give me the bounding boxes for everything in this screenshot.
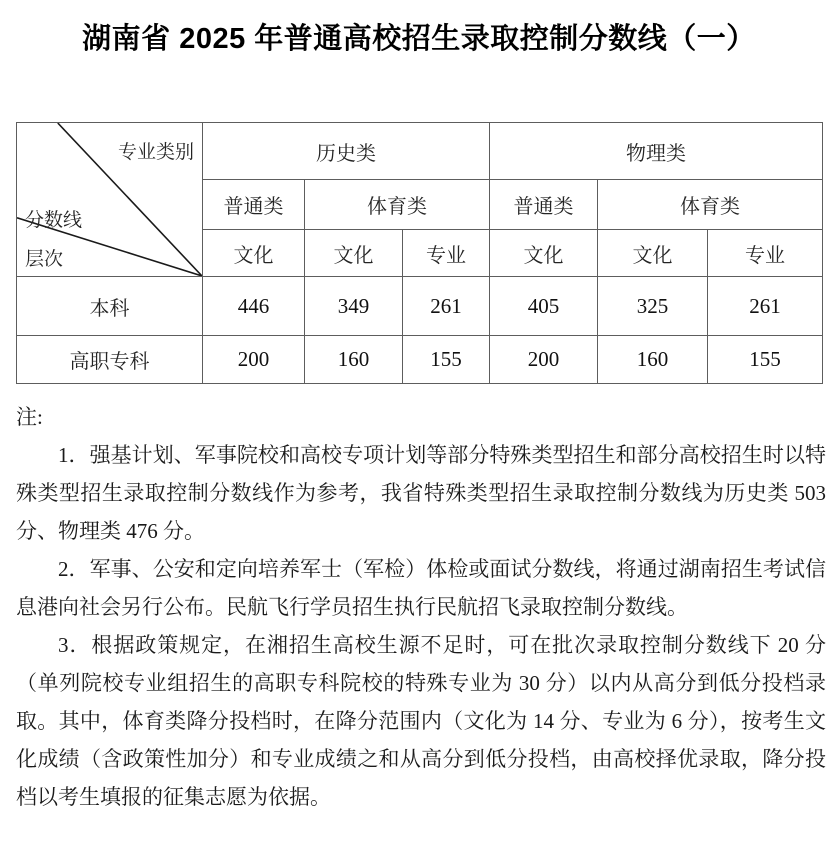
corner-label-score-line: 分数线 — [25, 210, 83, 231]
score-line-table — [16, 122, 823, 384]
category-header-physics-general: 普通类 — [490, 180, 598, 230]
cell-vocational-6: 155 — [708, 336, 823, 384]
corner-diagonal-cell — [17, 123, 203, 277]
cell-vocational-1: 200 — [203, 336, 305, 384]
cell-undergraduate-4: 405 — [490, 277, 598, 336]
cell-vocational-5: 160 — [598, 336, 708, 384]
category-header-history-general: 普通类 — [203, 180, 305, 230]
cell-vocational-2: 160 — [305, 336, 403, 384]
notes-section — [16, 398, 826, 816]
subject-header-6: 专业 — [708, 230, 823, 277]
row-label-vocational: 高职专科 — [17, 336, 203, 384]
row-label-undergraduate: 本科 — [17, 277, 203, 336]
table-row — [17, 277, 823, 336]
cell-undergraduate-2: 349 — [305, 277, 403, 336]
cell-undergraduate-1: 446 — [203, 277, 305, 336]
corner-label-major-category: 专业类别 — [117, 142, 194, 163]
table-row — [17, 336, 823, 384]
subject-header-2: 文化 — [305, 230, 403, 277]
cell-vocational-3: 155 — [403, 336, 490, 384]
subject-header-1: 文化 — [203, 230, 305, 277]
category-header-physics-sports: 体育类 — [598, 180, 823, 230]
note-item-1: 1．强基计划、军事院校和高校专项计划等部分特殊类型招生和部分高校招生时以特殊类型招生录取控制分数线作为参考，我省特殊类型招生录取控制分数线为历史类 503 分、物理类 476 分。 — [16, 443, 826, 543]
note-item-3: 3．根据政策规定，在湘招生高校生源不足时，可在批次录取控制分数线下 20 分（单列院校专业组招生的高职专科院校的特殊专业为 30 分）以内从高分到低分投档录取。其中，体育类降分投档时，在降分范围内（文化为 14 分、专业为 6 分），按考生文化成绩（含政策性加分）和专业成绩之和从高分到低分投档，由高校择优录取，降分投档以考生填报的征集志愿为依据。 — [16, 633, 826, 809]
group-header-history: 历史类 — [203, 123, 490, 180]
category-header-history-sports: 体育类 — [305, 180, 490, 230]
note-item-2: 2．军事、公安和定向培养军士（军检）体检或面试分数线，将通过湖南招生考试信息港向社会另行公布。民航飞行学员招生执行民航招飞录取控制分数线。 — [16, 557, 826, 619]
cell-undergraduate-5: 325 — [598, 277, 708, 336]
table-header-row-groups — [17, 123, 823, 180]
cell-vocational-4: 200 — [490, 336, 598, 384]
cell-undergraduate-6: 261 — [708, 277, 823, 336]
corner-label-level: 层次 — [25, 249, 64, 270]
cell-undergraduate-3: 261 — [403, 277, 490, 336]
notes-heading: 注: — [16, 405, 43, 429]
subject-header-4: 文化 — [490, 230, 598, 277]
page-title: 湖南省 2025 年普通高校招生录取控制分数线（一） — [82, 23, 756, 55]
group-header-physics: 物理类 — [490, 123, 823, 180]
subject-header-3: 专业 — [403, 230, 490, 277]
subject-header-5: 文化 — [598, 230, 708, 277]
